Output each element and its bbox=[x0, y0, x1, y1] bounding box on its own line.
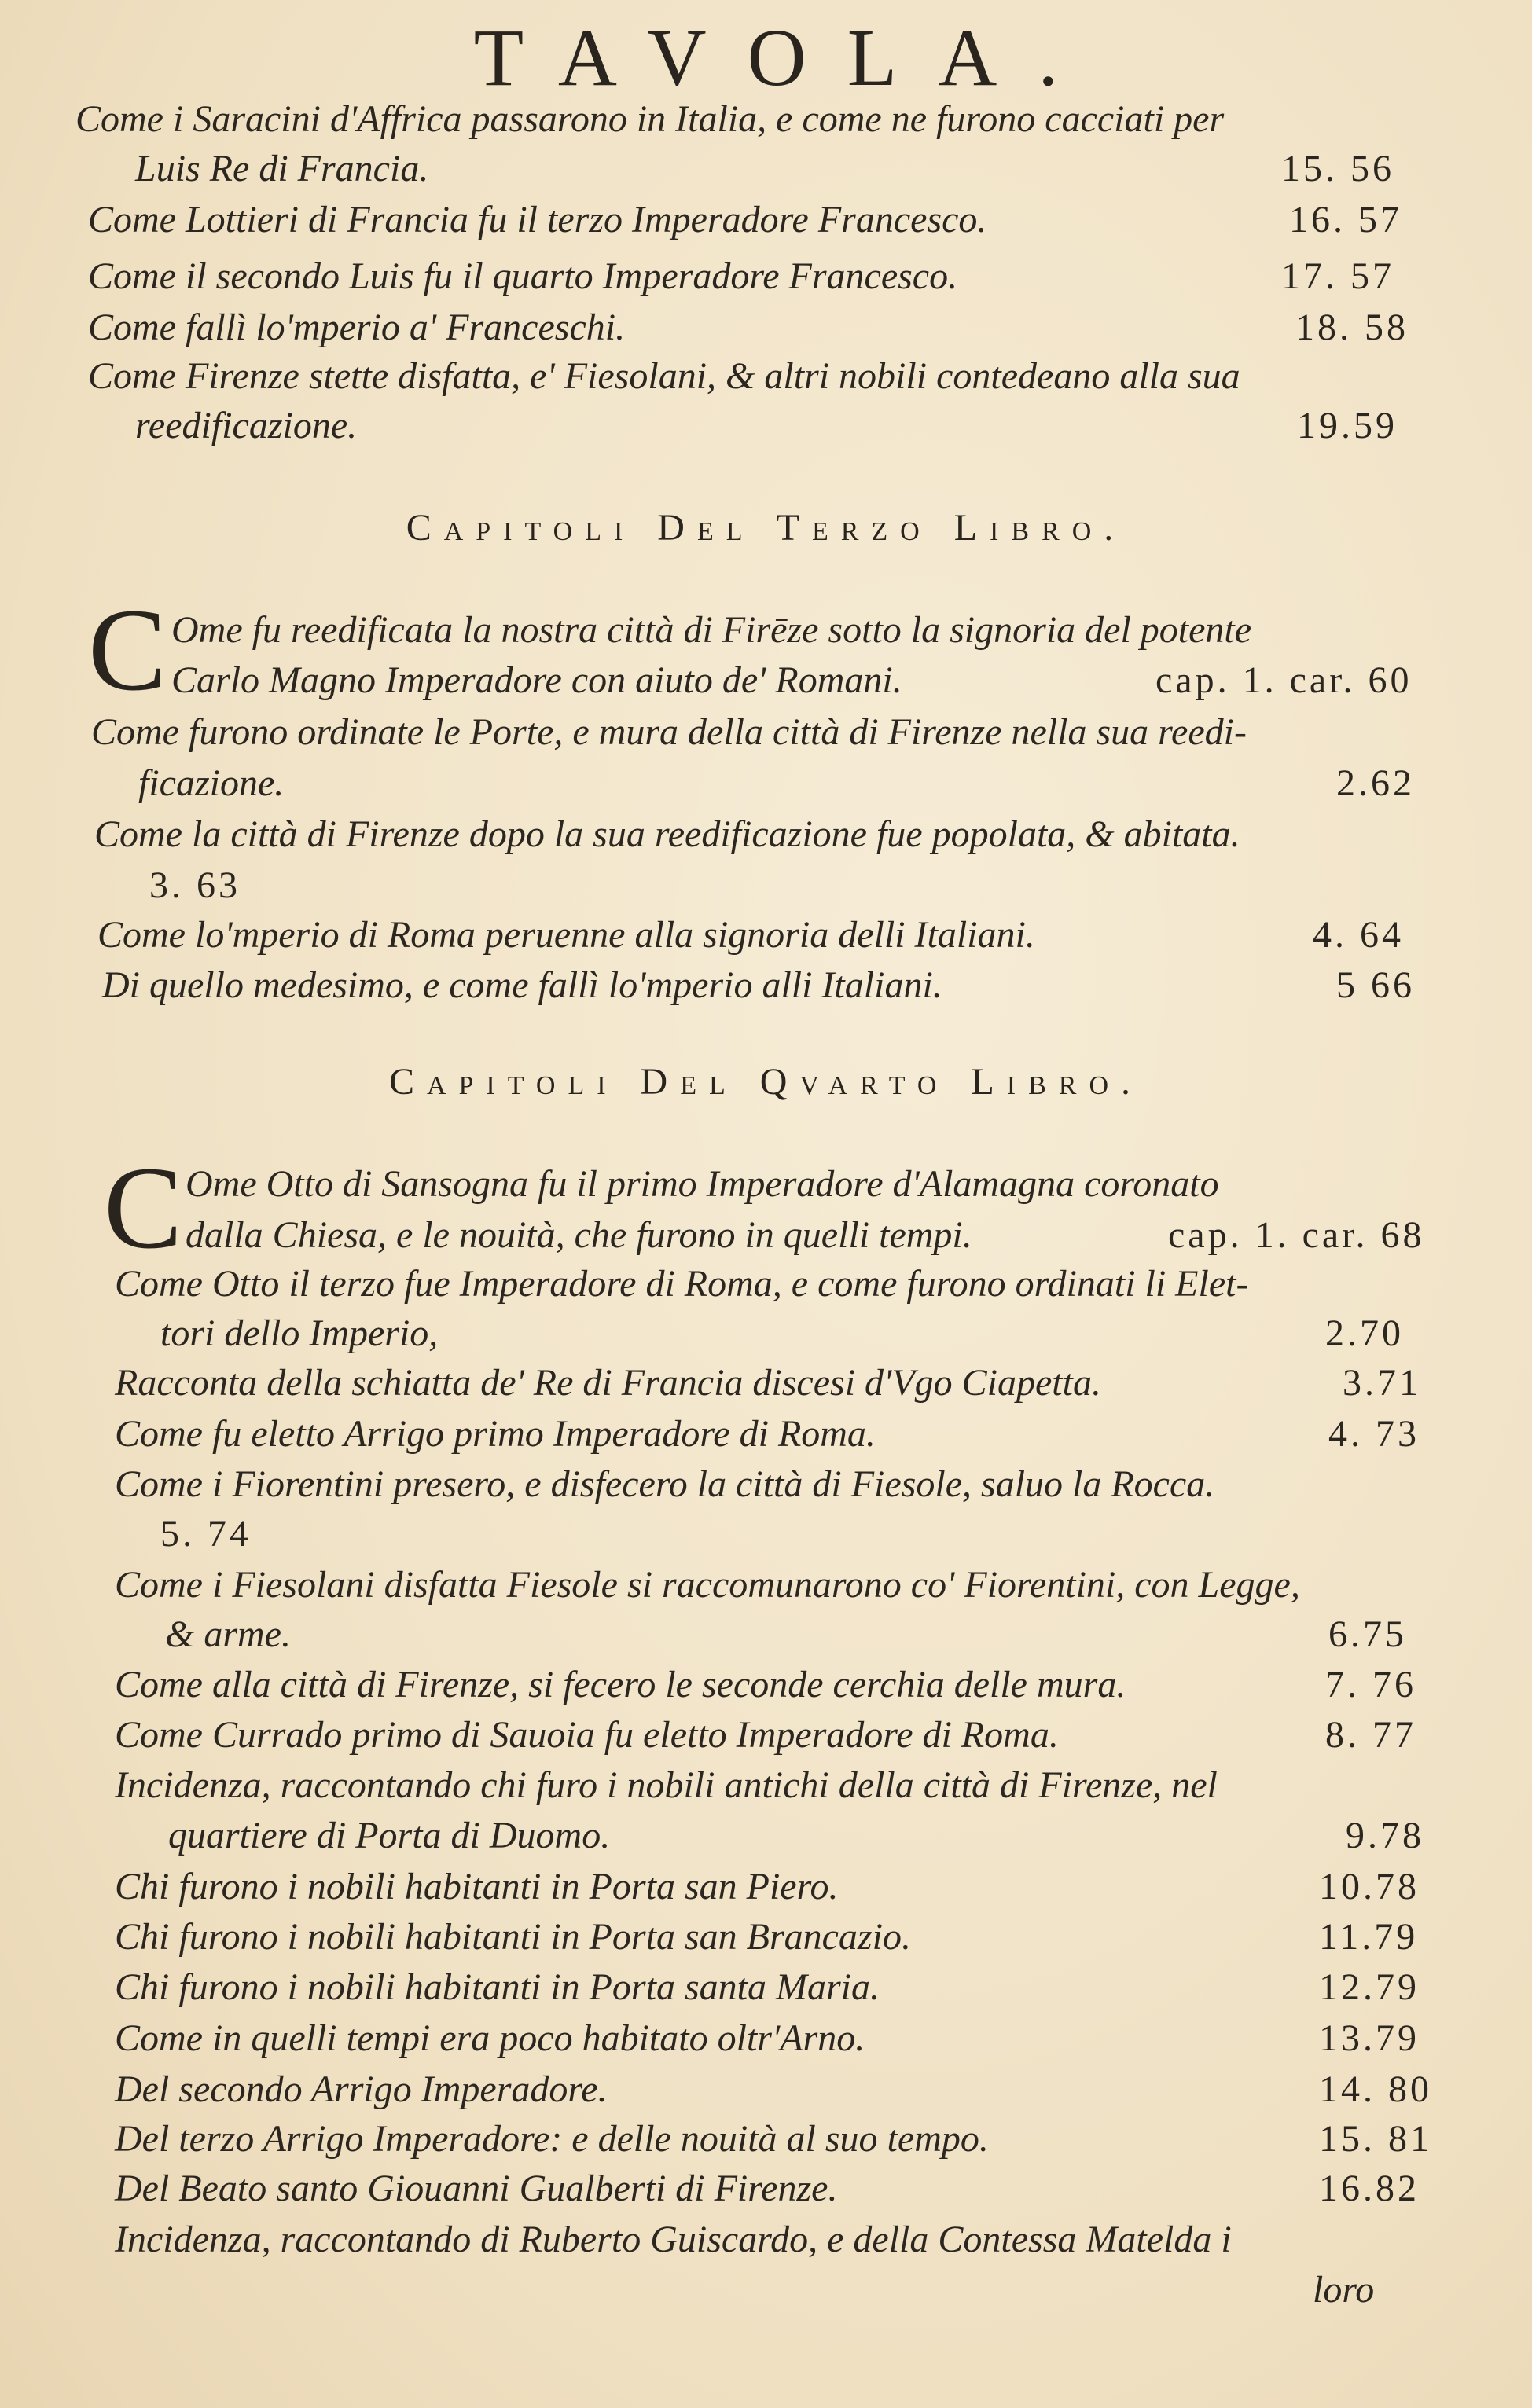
page-number: 2.62 bbox=[1336, 762, 1415, 804]
entry-text: Come i Fiorentini presero, e disfecero la città di Fiesole, saluo la Rocca. bbox=[115, 1463, 1215, 1505]
drop-cap: C bbox=[104, 1143, 183, 1273]
page-number: cap. 1. car. 60 bbox=[1155, 659, 1413, 701]
page-number: 4. 64 bbox=[1313, 914, 1404, 956]
page-number: 7. 76 bbox=[1325, 1664, 1416, 1705]
page-number: 5 66 bbox=[1336, 964, 1415, 1006]
entry-text: Di quello medesimo, e come fallì lo'mperio alli Italiani. bbox=[102, 964, 942, 1006]
page-number: 6.75 bbox=[1328, 1613, 1407, 1655]
section-heading-book-3: Capitoli Del Terzo Libro. bbox=[406, 507, 1126, 549]
entry-text: Come furono ordinate le Porte, e mura della città di Firenze nella sua reedi- bbox=[91, 711, 1247, 753]
page-number: 5. 74 bbox=[160, 1513, 252, 1555]
entry-text: Come fu eletto Arrigo primo Imperadore di Roma. bbox=[115, 1413, 876, 1455]
entry-text: Del terzo Arrigo Imperadore: e delle nouità al suo tempo. bbox=[115, 2118, 989, 2160]
entry-text: Ome fu reedificata la nostra città di Firēze sotto la signoria del potente bbox=[171, 609, 1252, 651]
entry-text: Come i Saracini d'Affrica passarono in Italia, e come ne furono cacciati per bbox=[75, 98, 1225, 140]
page-number: 14. 80 bbox=[1319, 2068, 1432, 2110]
page-number: 11.79 bbox=[1319, 1916, 1419, 1958]
page-number: 15. 56 bbox=[1281, 148, 1394, 189]
entry-text: loro bbox=[1313, 2269, 1375, 2311]
entry-text: Chi furono i nobili habitanti in Porta san Brancazio. bbox=[115, 1916, 911, 1958]
entry-text: Del Beato santo Giouanni Gualberti di Firenze. bbox=[115, 2168, 838, 2209]
section-heading-book-4: Capitoli Del Qvarto Libro. bbox=[388, 1061, 1144, 1103]
page-number: 10.78 bbox=[1319, 1866, 1420, 1907]
entry-text: Luis Re di Francia. bbox=[135, 148, 429, 189]
entry-text: Come Firenze stette disfatta, e' Fiesolani, & altri nobili contedeano alla sua bbox=[88, 355, 1240, 397]
page-number: 19.59 bbox=[1297, 405, 1398, 446]
page-number: 8. 77 bbox=[1325, 1714, 1416, 1756]
entry-text: Carlo Magno Imperadore con aiuto de' Romani. bbox=[171, 659, 902, 701]
entry-text: Come Lottieri di Francia fu il terzo Imperadore Francesco. bbox=[88, 199, 987, 240]
page-number: 9.78 bbox=[1346, 1815, 1424, 1856]
entry-text: Come in quelli tempi era poco habitato oltr'Arno. bbox=[115, 2017, 865, 2059]
entry-text: Come fallì lo'mperio a' Franceschi. bbox=[88, 307, 626, 348]
drop-cap: C bbox=[88, 585, 167, 715]
page-number: 12.79 bbox=[1319, 1966, 1420, 2008]
entry-text: Come lo'mperio di Roma peruenne alla signoria delli Italiani. bbox=[97, 914, 1035, 956]
entry-text: Come il secondo Luis fu il quarto Imperadore Francesco. bbox=[88, 255, 958, 297]
entry-text: ficazione. bbox=[138, 762, 285, 804]
page-number: 3.71 bbox=[1343, 1362, 1421, 1404]
entry-text: Come alla città di Firenze, si fecero le seconde cerchia delle mura. bbox=[115, 1664, 1126, 1705]
page-number: 13.79 bbox=[1319, 2017, 1420, 2059]
page-title: TAVOLA. bbox=[473, 13, 1100, 103]
page-number: 2.70 bbox=[1325, 1312, 1404, 1354]
page-number: 4. 73 bbox=[1328, 1413, 1420, 1455]
entry-text: reedificazione. bbox=[135, 405, 358, 446]
page-number: 3. 63 bbox=[149, 864, 241, 906]
entry-text: Come la città di Firenze dopo la sua reedificazione fue popolata, & abitata. bbox=[94, 813, 1240, 855]
page-number: 16. 57 bbox=[1289, 199, 1402, 240]
page-number: cap. 1. car. 68 bbox=[1168, 1214, 1425, 1256]
entry-text: Come i Fiesolani disfatta Fiesole si raccomunarono co' Fiorentini, con Legge, bbox=[115, 1564, 1300, 1606]
entry-text: Ome Otto di Sansogna fu il primo Imperadore d'Alamagna coronato bbox=[186, 1163, 1219, 1205]
page-number: 16.82 bbox=[1319, 2168, 1420, 2209]
entry-text: Incidenza, raccontando di Ruberto Guiscardo, e della Contessa Matelda i bbox=[115, 2219, 1232, 2260]
entry-text: Chi furono i nobili habitanti in Porta santa Maria. bbox=[115, 1966, 880, 2008]
page-number: 17. 57 bbox=[1281, 255, 1394, 297]
page-number: 18. 58 bbox=[1295, 307, 1409, 348]
entry-text: & arme. bbox=[165, 1613, 291, 1655]
entry-text: Incidenza, raccontando chi furo i nobili antichi della città di Firenze, nel bbox=[115, 1764, 1218, 1806]
entry-text: dalla Chiesa, e le nouità, che furono in quelli tempi. bbox=[186, 1214, 972, 1256]
entry-text: Chi furono i nobili habitanti in Porta san Piero. bbox=[115, 1866, 839, 1907]
page-number: 15. 81 bbox=[1319, 2118, 1432, 2160]
entry-text: Racconta della schiatta de' Re di Francia discesi d'Vgo Ciapetta. bbox=[115, 1362, 1101, 1404]
entry-text: quartiere di Porta di Duomo. bbox=[168, 1815, 611, 1856]
entry-text: Come Currado primo di Sauoia fu eletto Imperadore di Roma. bbox=[115, 1714, 1059, 1756]
entry-text: Del secondo Arrigo Imperadore. bbox=[115, 2068, 608, 2110]
entry-text: Come Otto il terzo fue Imperadore di Roma, e come furono ordinati li Elet- bbox=[115, 1263, 1249, 1305]
entry-text: tori dello Imperio, bbox=[160, 1312, 439, 1354]
